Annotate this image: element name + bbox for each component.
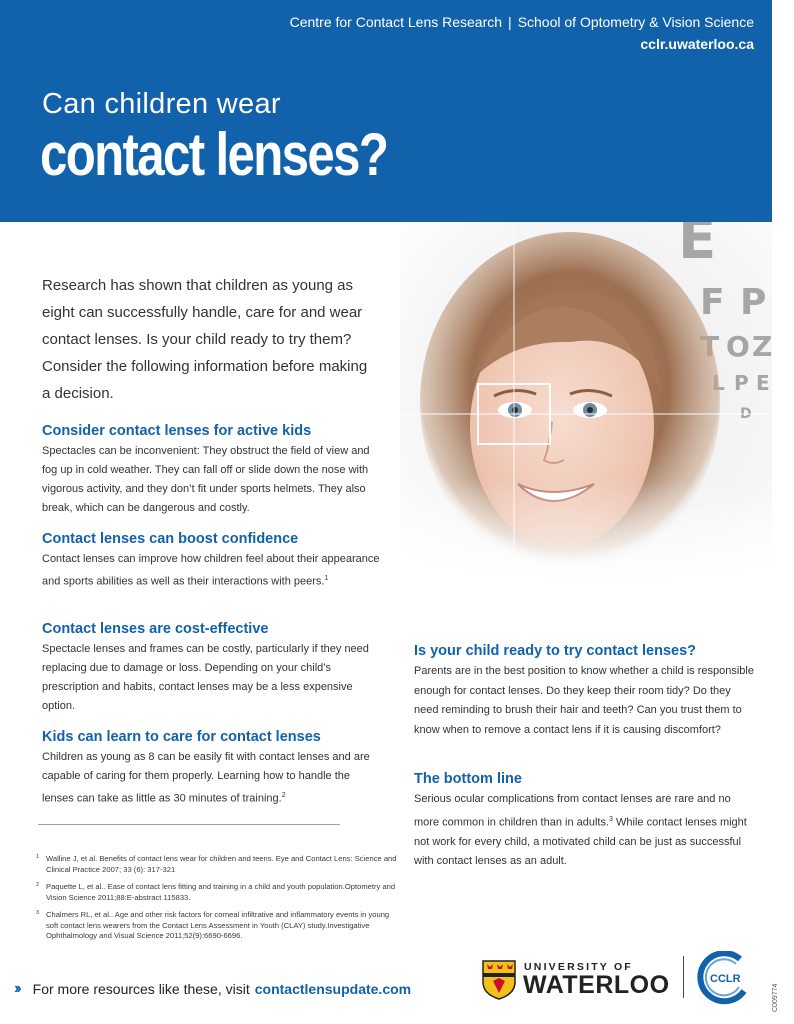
footnote-ref: 2 bbox=[281, 792, 286, 799]
section-heading: The bottom line bbox=[414, 771, 522, 787]
section-confidence bbox=[42, 530, 382, 592]
section-body-wrap bbox=[42, 550, 382, 592]
university-of-waterloo-logo bbox=[482, 960, 672, 1002]
section-body: Serious ocular complications from contact lenses are rare and no more common in children than in adults. bbox=[414, 793, 731, 829]
reference-text: Walline J, et al. Benefits of contact lens wear for children and teens. Eye and Contact Lens: Science and Clinical Practice 2007; 33 (6): 317-321 bbox=[46, 854, 397, 874]
section-body: Contact lenses can improve how children feel about their appearance and sports abilities as well as their interactions with peers. bbox=[42, 553, 380, 588]
org-school: School of Optometry & Vision Science bbox=[517, 14, 754, 30]
org-cclr: Centre for Contact Lens Research bbox=[289, 14, 503, 30]
cclr-text: CCLR bbox=[710, 973, 741, 985]
title-line-1: Can children wear bbox=[42, 88, 281, 120]
uw-line-1: UNIVERSITY OF bbox=[524, 961, 633, 973]
document-code: C009774 bbox=[772, 983, 779, 1012]
section-body: Parents are in the best position to know whether a child is responsible enough for contact lenses. Do they keep their room tidy? Do they need reminding to brush their hair and teeth? Can you trust them to know when to remove a contact lens if it is causing discomfort? bbox=[414, 665, 754, 736]
references-divider bbox=[38, 824, 340, 825]
reference-number: 2 bbox=[36, 882, 40, 888]
section-heading: Is your child ready to try contact lenses? bbox=[414, 643, 697, 659]
reference-number: 1 bbox=[36, 854, 40, 860]
section-heading: Kids can learn to care for contact lenses bbox=[42, 729, 321, 745]
double-chevron-icon: ›› bbox=[14, 980, 19, 997]
uw-line-2: WATERLOO bbox=[523, 971, 670, 999]
section-body-wrap bbox=[414, 790, 754, 872]
reference-number: 3 bbox=[36, 910, 40, 916]
section-cost bbox=[42, 620, 382, 716]
header-band bbox=[0, 0, 772, 222]
reference-item bbox=[38, 910, 400, 942]
section-heading: Contact lenses are cost-effective bbox=[42, 621, 269, 637]
footer-url-link[interactable]: contactlensupdate.com bbox=[254, 981, 412, 997]
footnote-ref: 1 bbox=[324, 575, 329, 582]
section-heading: Contact lenses can boost confidence bbox=[42, 531, 299, 547]
section-body: Spectacle lenses and frames can be costly, particularly if they need replacing due to damage or loss. Depending on your child’s prescription and habits, contact lenses may be a less expensive option. bbox=[42, 643, 369, 712]
reference-text: Chalmers RL, et al.. Age and other risk factors for corneal infiltrative and inflammatory events in young soft contact lens wearers from the Contact Lens Assessment in Youth (CLAY) study.Investigative Ophthalmology and Visual Science 2011;52(9):6690-6696. bbox=[46, 910, 390, 940]
reference-item bbox=[38, 854, 400, 875]
cclr-logo bbox=[696, 951, 750, 1005]
waterloo-shield-icon bbox=[482, 960, 516, 1000]
section-ready bbox=[414, 642, 754, 740]
reference-item bbox=[38, 882, 400, 903]
section-active-kids bbox=[42, 422, 382, 518]
reference-text: Paquette L, et al.. Ease of contact lens fitting and training in a child and youth population.Optometry and Vision Science 2011;88:E-abstract 115833. bbox=[46, 882, 396, 902]
section-care bbox=[42, 728, 382, 809]
references-list bbox=[38, 854, 400, 949]
section-body-wrap bbox=[42, 748, 382, 809]
section-heading: Consider contact lenses for active kids bbox=[42, 423, 312, 439]
footer-text: For more resources like these, visit bbox=[32, 981, 250, 997]
section-body-continued: While contact lenses might not work for every child, a motivated child can be just as successful with contact lenses as an adult. bbox=[414, 816, 747, 868]
org-separator: | bbox=[508, 14, 512, 30]
child-eye-chart-photo bbox=[400, 222, 772, 590]
footer-resources bbox=[14, 980, 411, 998]
footnote-ref: 3 bbox=[609, 815, 613, 823]
logo-divider bbox=[683, 956, 684, 998]
organization-line bbox=[290, 14, 754, 30]
section-body: Children as young as 8 can be easily fit with contact lenses and are capable of caring for them properly. Learning how to handle the lenses can take as little as 30 minutes of training. bbox=[42, 751, 370, 805]
section-body: Spectacles can be inconvenient: They obstruct the field of view and fog up in cold weather. They can fall off or slide down the nose with vigorous activity, and they don’t fit under sports helmets. They also break, which can be dangerous and costly. bbox=[42, 445, 370, 514]
intro-paragraph: Research has shown that children as young as eight can successfully handle, care for and wear contact lenses. Is your child ready to try them? Consider the following information before making a decision. bbox=[42, 277, 368, 402]
title-line-2: contact lenses? bbox=[40, 121, 388, 188]
header-url[interactable]: cclr.uwaterloo.ca bbox=[640, 36, 754, 52]
section-bottom-line bbox=[414, 770, 754, 872]
